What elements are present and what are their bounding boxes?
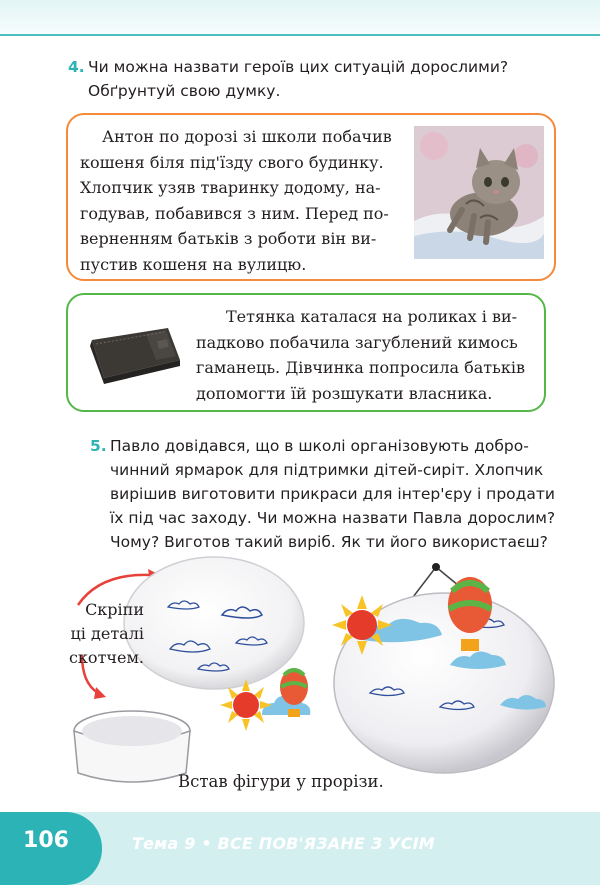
question-4-line: Чи можна назвати героїв цих ситуацій дорослими? — [88, 58, 509, 76]
story-line: пустив кошеня на вулицю. — [80, 254, 307, 274]
story-line: допомогти їй розшукати власника. — [196, 383, 493, 403]
note-tape-line: ці деталі — [70, 624, 144, 643]
footer-topic-title: ВСЕ ПОВ'ЯЗАНЕ З УСІМ — [217, 834, 435, 853]
arrow-icon — [94, 687, 106, 699]
story-line: гаманець. Дівчинка попросила батьків — [196, 358, 525, 377]
page-number: 106 — [23, 828, 69, 853]
question-4 — [68, 55, 578, 103]
note-insert: Встав фігури у прорізи. — [178, 772, 384, 791]
question-5-line: Чому? Виготов такий виріб. Як ти його використаєш? — [110, 533, 548, 551]
story-text-tetianka — [196, 304, 536, 406]
story-line: годував, побавився з ним. Перед по- — [80, 203, 389, 223]
question-5-line: чинний ярмарок для підтримки дітей-сиріт. Хлопчик — [110, 461, 544, 479]
question-4-line: Обґрунтуй свою думку. — [88, 82, 281, 100]
note-tape — [44, 598, 144, 670]
question-5-line: їх під час заходу. Чи можна назвати Павла дорослим? — [110, 509, 556, 527]
header-band — [0, 0, 600, 34]
story-line: Антон по дорозі зі школи побачив — [102, 127, 392, 146]
footer-topic-separator: • — [201, 834, 212, 853]
note-tape-line: скотчем. — [68, 648, 144, 667]
question-5-number: 5. — [90, 437, 107, 455]
kitten-photo-icon — [414, 126, 544, 259]
paper-ring — [74, 711, 190, 782]
sun-icon — [332, 595, 392, 655]
story-line: Тетянка каталася на роликах і ви- — [226, 307, 518, 326]
paper-disc — [124, 557, 304, 689]
finished-ornament — [332, 563, 554, 773]
question-5-line: Павло довідався, що в школі організовують добро- — [110, 437, 529, 455]
header-rule — [0, 34, 600, 36]
story-line: кошеня біля під'їзду свого будинку. — [80, 152, 384, 172]
story-line: Хлопчик узяв тваринку додому, на- — [80, 178, 381, 197]
wallet-photo-icon — [84, 320, 184, 386]
wallet-photo-icon — [84, 320, 184, 386]
question-4-number: 4. — [68, 58, 85, 76]
question-5 — [90, 434, 580, 554]
kitten-photo-icon — [414, 126, 544, 259]
story-text-anton — [80, 124, 400, 277]
note-tape-line: Скріпи — [85, 600, 144, 619]
footer-topic — [132, 834, 435, 853]
footer-topic-prefix: Тема 9 — [132, 834, 196, 853]
question-5-line: вирішив виготовити прикраси для інтер'єру і продати — [110, 485, 555, 503]
story-line: падково побачила загублений кимось — [196, 332, 518, 352]
story-line: верненням батьків з роботи він ви- — [80, 229, 377, 248]
